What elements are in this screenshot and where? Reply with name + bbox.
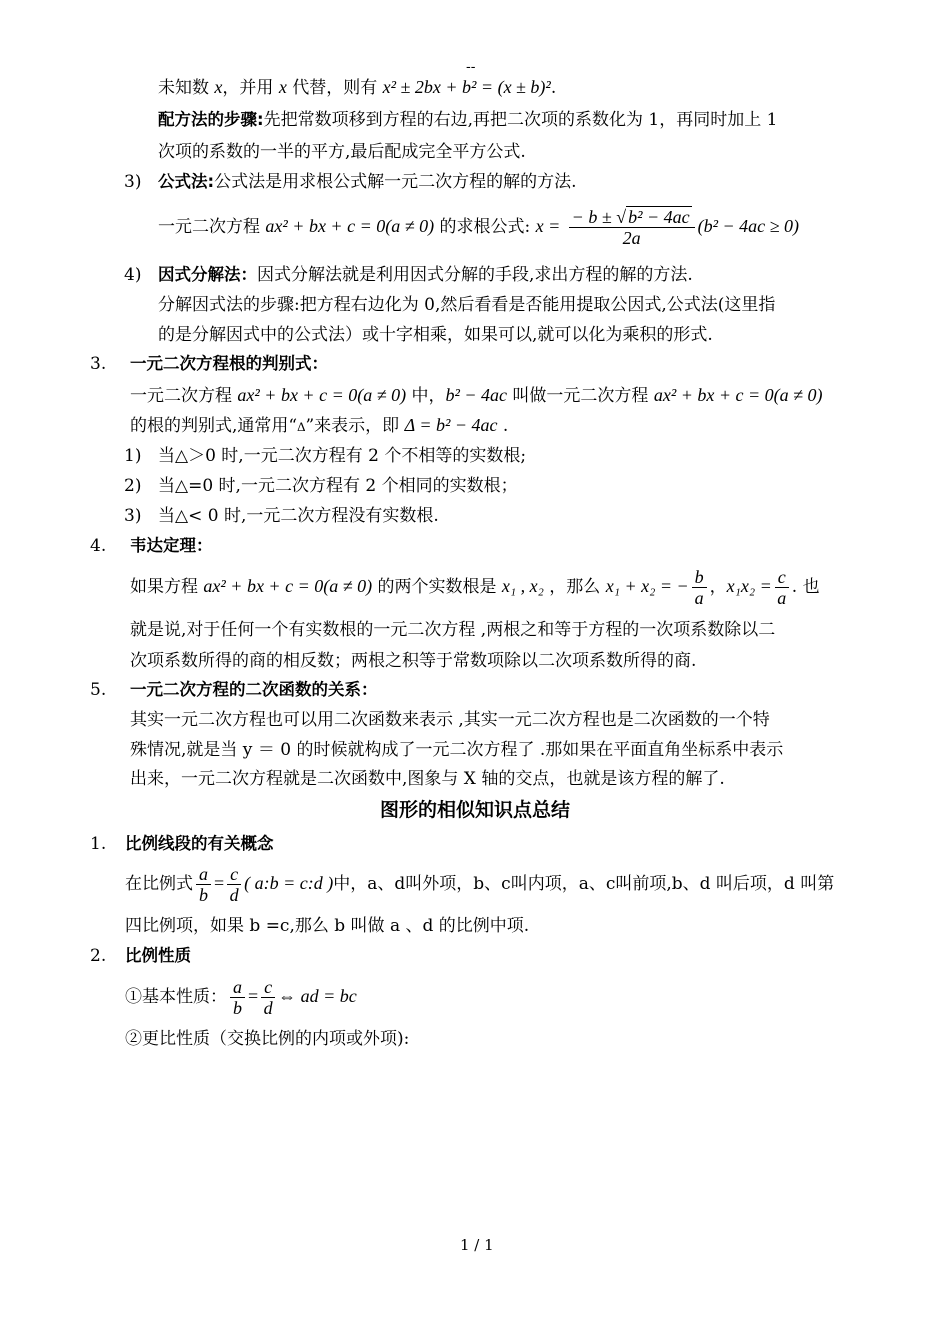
fraction-numerator: c xyxy=(227,864,241,885)
text-line: 其实一元二次方程也可以用二次函数来表示 ,其实一元二次方程也是二次函数的一个特 xyxy=(130,710,770,730)
section-number: 1. xyxy=(90,834,107,854)
section-heading: 比例性质 xyxy=(125,946,191,965)
section-heading: 一元二次方程根的判别式： xyxy=(130,354,328,373)
fraction-numerator: a xyxy=(196,864,211,885)
text: ，那么 xyxy=(543,577,606,597)
radicand: b² − 4ac xyxy=(628,207,690,227)
text-line: 次项系数所得的商的相反数；两根之积等于常数项除以二次项系数所得的商. xyxy=(130,651,697,671)
equation: ax² + bx + c = 0(a ≠ 0) xyxy=(203,576,373,596)
bold-label: 配方法的步骤: xyxy=(158,110,264,129)
text-line: 当△< 0 时,一元二次方程没有实数根. xyxy=(158,506,439,526)
fraction-a-b xyxy=(230,977,245,1018)
sum-formula: x₁ + x₂ = − xyxy=(605,576,689,596)
text: 的两个实数根是 xyxy=(372,577,502,597)
page-number: 1 / 1 xyxy=(460,1236,494,1254)
section-heading: 韦达定理： xyxy=(130,536,213,555)
roots: x₁ , x₂ xyxy=(501,576,544,596)
fraction-a-b xyxy=(196,864,211,905)
product-fraction xyxy=(775,567,789,608)
fraction-numerator: a xyxy=(230,977,245,998)
condition: (b² − 4ac ≥ 0) xyxy=(697,216,800,236)
text: . 也 xyxy=(791,577,820,597)
section-title: 图形的相似知识点总结 xyxy=(379,799,570,821)
proportion-line xyxy=(125,862,834,905)
fraction-numerator: b xyxy=(692,567,707,588)
text: ， xyxy=(709,577,727,597)
fraction-numerator: c xyxy=(261,977,275,998)
quadratic-fraction xyxy=(569,207,695,248)
text: 的根的判别式,通常用“ xyxy=(130,416,298,436)
text: . xyxy=(550,78,557,98)
text-line: 就是说,对于任何一个有实数根的一元二次方程 ,两根之和等于方程的一次项系数除以二 xyxy=(130,620,776,640)
bold-label: 公式法: xyxy=(158,172,215,191)
text-line xyxy=(158,171,577,193)
math: x xyxy=(278,77,287,97)
formula: Δ = b² − 4ac xyxy=(404,415,498,435)
sum-fraction xyxy=(692,567,707,608)
text: 在比例式 xyxy=(125,874,193,894)
text-line xyxy=(130,414,508,438)
text: 的求根公式: xyxy=(434,217,536,237)
section-number: 3. xyxy=(90,354,107,374)
text-line: 出来，一元二次方程就是二次函数中,图象与 X 轴的交点，也就是该方程的解了. xyxy=(130,769,725,789)
text: − b ± xyxy=(571,207,612,227)
text: 叫做一元二次方程 xyxy=(507,386,654,406)
text: 因式分解法就是利用因式分解的手段,求出方程的解的方法. xyxy=(257,265,693,285)
fraction-denominator: a xyxy=(694,588,704,608)
bold-label: 因式分解法： xyxy=(158,265,257,284)
section-heading: 比例线段的有关概念 xyxy=(125,834,274,853)
text: ①基本性质： xyxy=(125,987,227,1007)
product-formula: x₁x₂ = xyxy=(726,576,772,596)
section-number: 5. xyxy=(90,680,107,700)
text-line: 殊情况,就是当 y ＝ 0 的时候就构成了一元二次方程了 .那如果在平面直角坐标系中表示 xyxy=(130,740,784,760)
fraction-denominator: 2a xyxy=(622,228,641,248)
fraction-numerator: c xyxy=(775,567,789,588)
formula: x² ± 2bx + b² = (x ± b)² xyxy=(382,77,551,97)
delta-symbol: Δ xyxy=(297,419,306,434)
text: 未知数 xyxy=(158,78,215,98)
text-line xyxy=(158,109,777,131)
text-line: 四比例项，如果 b =c,那么 b 叫做 a 、d 的比例中项. xyxy=(125,916,530,936)
equals: = xyxy=(248,986,259,1006)
text: ，并用 xyxy=(222,78,279,98)
formula-line xyxy=(158,205,799,248)
text-line: 次项的系数的一半的平方,最后配成完全平方公式. xyxy=(158,142,526,162)
text-line: 当△＞0 时,一元二次方程有 2 个不相等的实数根; xyxy=(158,446,527,466)
section-heading: 一元二次方程的二次函数的关系： xyxy=(130,680,378,699)
vieta-line xyxy=(130,565,820,608)
text-line xyxy=(158,76,556,99)
text: 代替，则有 xyxy=(286,78,383,98)
text: 一元二次方程 xyxy=(130,386,238,406)
math: b² − 4ac xyxy=(445,385,508,405)
text: ”来表示，即 xyxy=(305,416,405,436)
text: 中，a、d叫外项，b、c叫内项，a、c叫前项,b、d 叫后项，d 叫第 xyxy=(333,874,835,894)
list-number: 1) xyxy=(124,446,142,466)
fraction-c-d xyxy=(227,864,241,905)
list-number: 2) xyxy=(124,476,142,496)
equation: ax² + bx + c = 0(a ≠ 0) xyxy=(653,385,823,405)
fraction-denominator: d xyxy=(229,885,239,905)
text-line: 的是分解因式中的公式法）或十字相乘，如果可以,就可以化为乘积的形式. xyxy=(158,325,713,345)
equation: ax² + bx + c = 0(a ≠ 0) xyxy=(265,216,435,236)
math: x xyxy=(214,77,223,97)
text: 一元二次方程 xyxy=(158,217,266,237)
list-number: 3) xyxy=(124,172,142,192)
text: 先把常数项移到方程的右边,再把二次项的系数化为 1，再同时加上 1 xyxy=(263,110,778,130)
math: x = xyxy=(535,216,561,236)
text: . xyxy=(497,416,509,436)
fraction-numerator: − b ± √ b² − 4ac xyxy=(569,207,695,228)
fraction-denominator: d xyxy=(263,998,273,1018)
text: 如果方程 xyxy=(130,577,204,597)
list-number: 4) xyxy=(124,265,142,285)
list-number: 3) xyxy=(124,506,142,526)
fraction-denominator: a xyxy=(777,588,787,608)
section-number: 2. xyxy=(90,946,107,966)
text-line xyxy=(158,264,693,286)
ratio: ( a:b = c:d ) xyxy=(244,873,334,893)
text-line: 分解因式法的步骤:把方程右边化为 0,然后看看是否能用提取公因式,公式法(这里指 xyxy=(158,295,776,315)
fraction-c-d xyxy=(261,977,275,1018)
formula: ⇔ ad = bc xyxy=(278,986,357,1006)
basic-property-line xyxy=(125,975,357,1018)
fraction-denominator: b xyxy=(199,885,208,905)
text-line: 当△=0 时,一元二次方程有 2 个相同的实数根； xyxy=(158,476,518,496)
header-mark: -- xyxy=(466,59,476,75)
fraction-denominator: b xyxy=(233,998,242,1018)
equation: ax² + bx + c = 0(a ≠ 0) xyxy=(237,385,407,405)
text-line xyxy=(130,384,823,407)
text: 中， xyxy=(406,386,446,406)
text-line: ②更比性质（交换比例的内项或外项): xyxy=(125,1029,410,1049)
text: 公式法是用求根公式解一元二次方程的解的方法. xyxy=(214,172,577,192)
equals: = xyxy=(214,873,225,893)
section-number: 4. xyxy=(90,536,107,556)
